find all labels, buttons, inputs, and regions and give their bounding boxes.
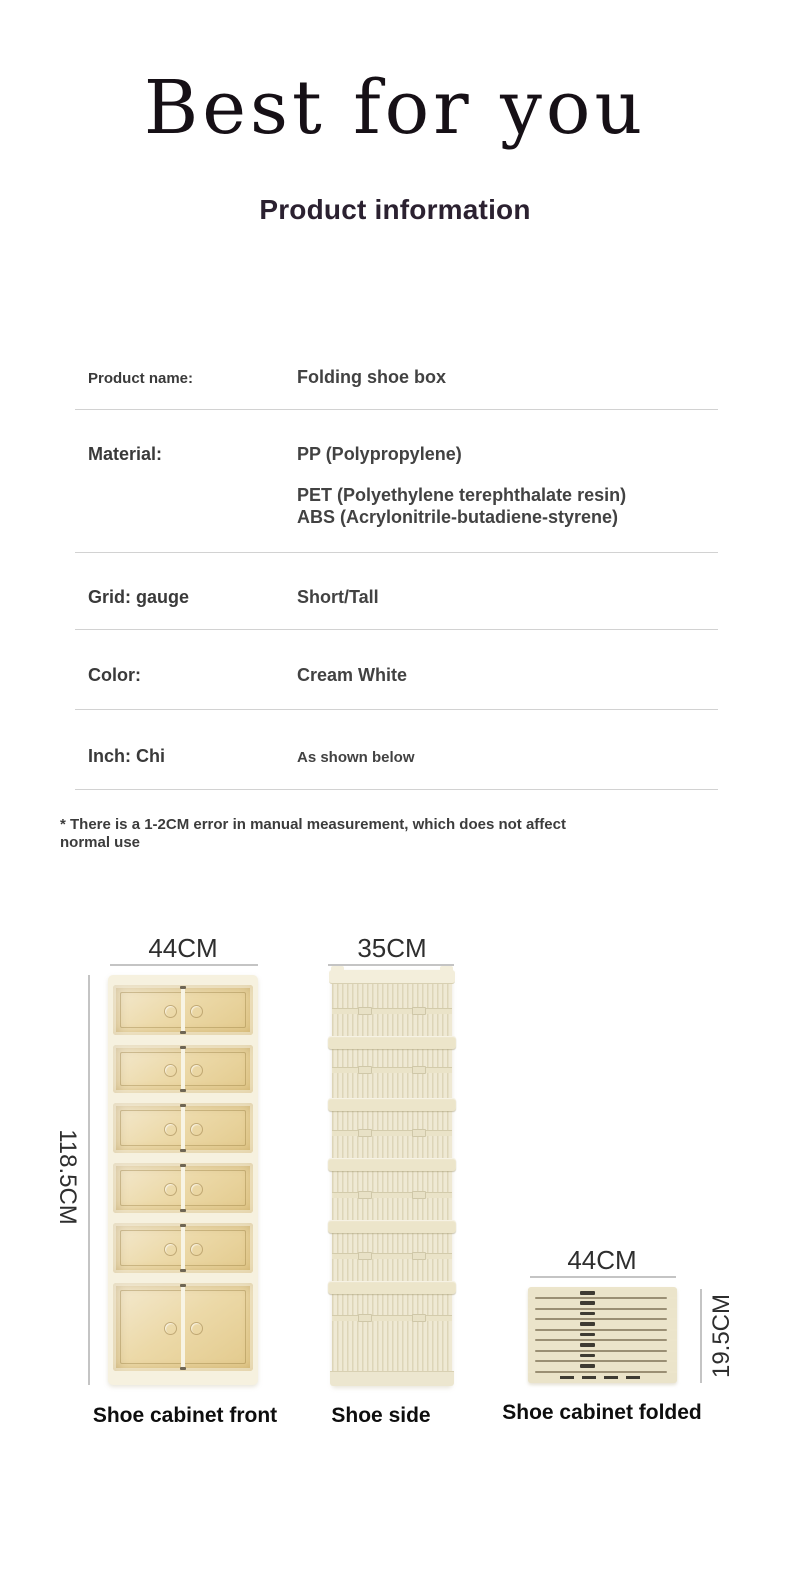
row-value: Short/Tall — [297, 587, 379, 607]
row-label: Inch: Chi — [88, 746, 165, 766]
folded-slat — [528, 1320, 677, 1328]
cabinet-compartment — [113, 985, 253, 1035]
row-value: As shown below — [297, 749, 415, 766]
door-handle — [164, 1005, 177, 1018]
panel-top-cap — [329, 970, 455, 984]
material-tertiary: ABS (Acrylonitrile-butadiene-styrene) — [297, 507, 619, 527]
door-handle — [190, 1183, 203, 1196]
cabinet-compartment — [113, 1163, 253, 1213]
row-value — [297, 444, 718, 552]
row-label: Material: — [88, 444, 163, 464]
spec-table — [75, 352, 718, 790]
measurement-note: * There is a 1-2CM error in manual measurement, which does not affect normal use — [60, 816, 566, 851]
panel-band — [328, 1281, 456, 1294]
door-handle — [164, 1123, 177, 1136]
door-divider — [181, 1047, 185, 1091]
panel-seam — [332, 1315, 452, 1321]
table-row-material — [75, 410, 718, 553]
material-primary: PP (Polypropylene) — [297, 444, 462, 464]
cabinet-compartment-tall — [113, 1283, 253, 1371]
brand-title: Best for you — [143, 65, 647, 151]
folded-slat — [528, 1331, 677, 1339]
panel-seam — [332, 1130, 452, 1136]
front-width-line — [110, 964, 258, 966]
front-height-line — [88, 975, 90, 1385]
door-handle — [164, 1183, 177, 1196]
folded-slat — [528, 1289, 677, 1297]
panel-seam — [332, 1253, 452, 1259]
shoe-cabinet-side-image — [332, 970, 452, 1386]
door-handle — [190, 1005, 203, 1018]
door-handle — [190, 1064, 203, 1077]
door-handle — [190, 1243, 203, 1256]
row-label: Product name: — [88, 370, 194, 387]
door-handle — [164, 1322, 177, 1335]
table-row-product-name — [75, 352, 718, 410]
door-divider — [181, 987, 185, 1033]
cabinet-compartment — [113, 1045, 253, 1093]
door-divider — [181, 1285, 185, 1369]
front-height-label: 118.5CM — [54, 1129, 81, 1225]
door-handle — [190, 1123, 203, 1136]
side-width-label: 35CM — [357, 933, 427, 963]
cabinet-compartment — [113, 1103, 253, 1153]
front-width-label: 44CM — [148, 933, 218, 963]
row-value: Cream White — [297, 665, 408, 685]
panel-band — [328, 1036, 456, 1049]
folded-slat — [528, 1299, 677, 1307]
panel-seam — [332, 1008, 452, 1014]
row-label: Grid: gauge — [88, 587, 190, 607]
panel-band — [328, 1220, 456, 1233]
page-title: Product information — [259, 194, 531, 225]
folded-base-slat — [528, 1373, 677, 1383]
folded-height-label: 19.5CM — [708, 1293, 735, 1379]
row-value: Folding shoe box — [297, 367, 446, 387]
table-row-color — [75, 630, 718, 710]
door-divider — [181, 1225, 185, 1271]
panel-bottom-base — [330, 1371, 454, 1386]
folded-width-label: 44CM — [567, 1245, 637, 1275]
panel-band — [328, 1158, 456, 1171]
folded-width-line — [530, 1276, 676, 1278]
side-caption: Shoe side — [331, 1404, 431, 1427]
folded-slat — [528, 1341, 677, 1349]
door-handle — [164, 1243, 177, 1256]
table-row-grid — [75, 553, 718, 630]
shoe-cabinet-folded-image — [528, 1287, 677, 1383]
panel-seam — [332, 1192, 452, 1198]
shoe-cabinet-front-image — [108, 975, 258, 1385]
panel-band — [328, 1098, 456, 1111]
table-row-inch — [75, 710, 718, 790]
folded-slat — [528, 1352, 677, 1360]
door-handle — [164, 1064, 177, 1077]
side-width-line — [328, 964, 454, 966]
door-divider — [181, 1165, 185, 1211]
cabinet-compartment — [113, 1223, 253, 1273]
front-caption: Shoe cabinet front — [92, 1404, 278, 1427]
folded-height-line — [700, 1289, 702, 1383]
door-handle — [190, 1322, 203, 1335]
door-divider — [181, 1105, 185, 1151]
row-label: Color: — [88, 665, 141, 685]
folded-slat — [528, 1362, 677, 1370]
folded-caption: Shoe cabinet folded — [502, 1401, 702, 1424]
panel-seam — [332, 1067, 452, 1073]
folded-slat — [528, 1310, 677, 1318]
material-secondary: PET (Polyethylene terephthalate resin) — [297, 485, 627, 505]
